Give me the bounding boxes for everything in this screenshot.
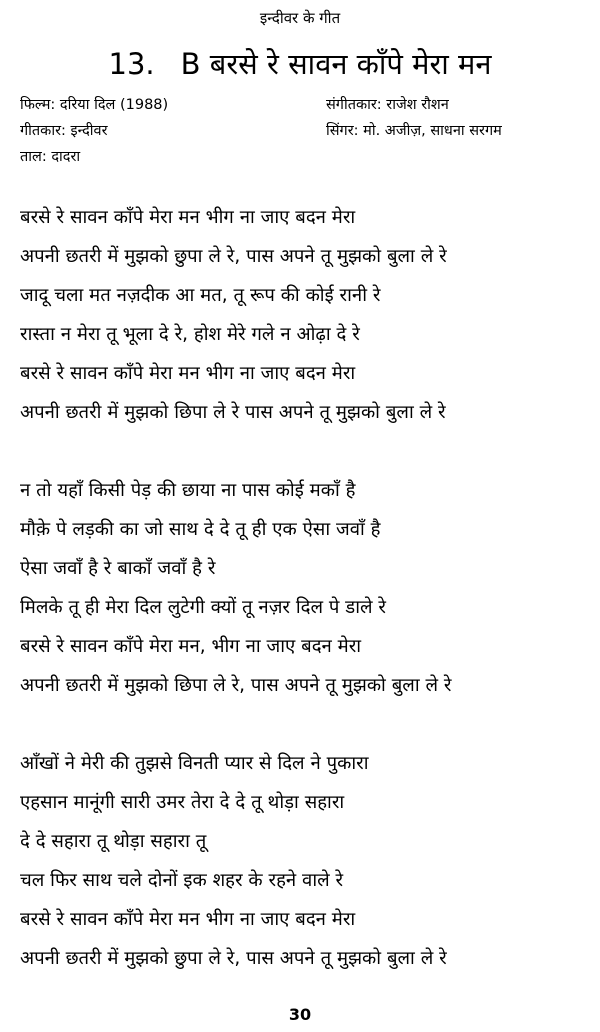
taal-credit: ताल: दादरा bbox=[20, 149, 81, 165]
stanza-2 bbox=[20, 471, 590, 705]
lyric-line: मिलके तू ही मेरा दिल लुटेगी क्यों तू नज़र दिल पे डाले रे bbox=[20, 597, 386, 618]
lyric-line: अपनी छतरी में मुझको छुपा ले रे, पास अपने तू मुझको बुला ले रे bbox=[20, 246, 447, 267]
song-meta bbox=[20, 92, 585, 170]
lyric-line: बरसे रे सावन काँपे मेरा मन भीग ना जाए बदन मेरा bbox=[20, 207, 356, 228]
lyric-line: एहसान मानूंगी सारी उमर तेरा दे दे तू थोड़ा सहारा bbox=[20, 792, 345, 813]
lyric-line: न तो यहाँ किसी पेड़ की छाया ना पास कोई मकाँ है bbox=[20, 480, 356, 501]
lyric-line: अपनी छतरी में मुझको छिपा ले रे, पास अपने तू मुझको बुला ले रे bbox=[20, 675, 452, 696]
lyricist-credit: गीतकार: इन्दीवर bbox=[20, 123, 108, 139]
stanza-spacer bbox=[20, 705, 590, 744]
lyric-line: मौक़े पे लड़की का जो साथ दे दे तू ही एक ऐसा जवाँ है bbox=[20, 519, 381, 540]
lyrics-body bbox=[20, 198, 590, 978]
lyric-line: बरसे रे सावन काँपे मेरा मन, भीग ना जाए बदन मेरा bbox=[20, 636, 362, 657]
song-number: 13. bbox=[108, 47, 155, 81]
lyric-line: दे दे सहारा तू थोड़ा सहारा तू bbox=[20, 831, 207, 852]
song-title bbox=[0, 44, 600, 84]
lyric-line: अपनी छतरी में मुझको छिपा ले रे पास अपने तू मुझको बुला ले रे bbox=[20, 402, 446, 423]
stanza-spacer bbox=[20, 432, 590, 471]
lyric-line: बरसे रे सावन काँपे मेरा मन भीग ना जाए बदन मेरा bbox=[20, 363, 356, 384]
lyric-line: आँखों ने मेरी की तुझसे विनती प्यार से दिल ने पुकारा bbox=[20, 753, 369, 774]
lyric-line: अपनी छतरी में मुझको छुपा ले रे, पास अपने तू मुझको बुला ले रे bbox=[20, 948, 447, 969]
lyric-line: चल फिर साथ चले दोनों इक शहर के रहने वाले रे bbox=[20, 870, 344, 891]
page-number: 30 bbox=[288, 1005, 312, 1024]
meta-row-2 bbox=[20, 118, 585, 144]
singer-credit: सिंगर: मो. अजीज़, साधना सरगम bbox=[326, 123, 502, 139]
song-title-text: B बरसे रे सावन काँपे मेरा मन bbox=[180, 47, 492, 81]
lyric-line: ऐसा जवाँ है रे बाकाँ जवाँ है रे bbox=[20, 558, 216, 579]
film-credit: फिल्म: दरिया दिल (1988) bbox=[20, 97, 169, 113]
meta-row-3 bbox=[20, 144, 585, 170]
lyric-line: जादू चला मत नज़दीक आ मत, तू रूप की कोई रानी रे bbox=[20, 285, 381, 306]
lyric-line: रास्ता न मेरा तू भूला दे रे, होश मेरे गले न ओढ़ा दे रे bbox=[20, 324, 360, 345]
meta-row-1 bbox=[20, 92, 585, 118]
stanza-1 bbox=[20, 198, 590, 432]
running-header: इन्दीवर के गीत bbox=[259, 9, 341, 27]
composer-credit: संगीतकार: राजेश रौशन bbox=[326, 97, 449, 113]
lyric-line: बरसे रे सावन काँपे मेरा मन भीग ना जाए बदन मेरा bbox=[20, 909, 356, 930]
stanza-3 bbox=[20, 744, 590, 978]
